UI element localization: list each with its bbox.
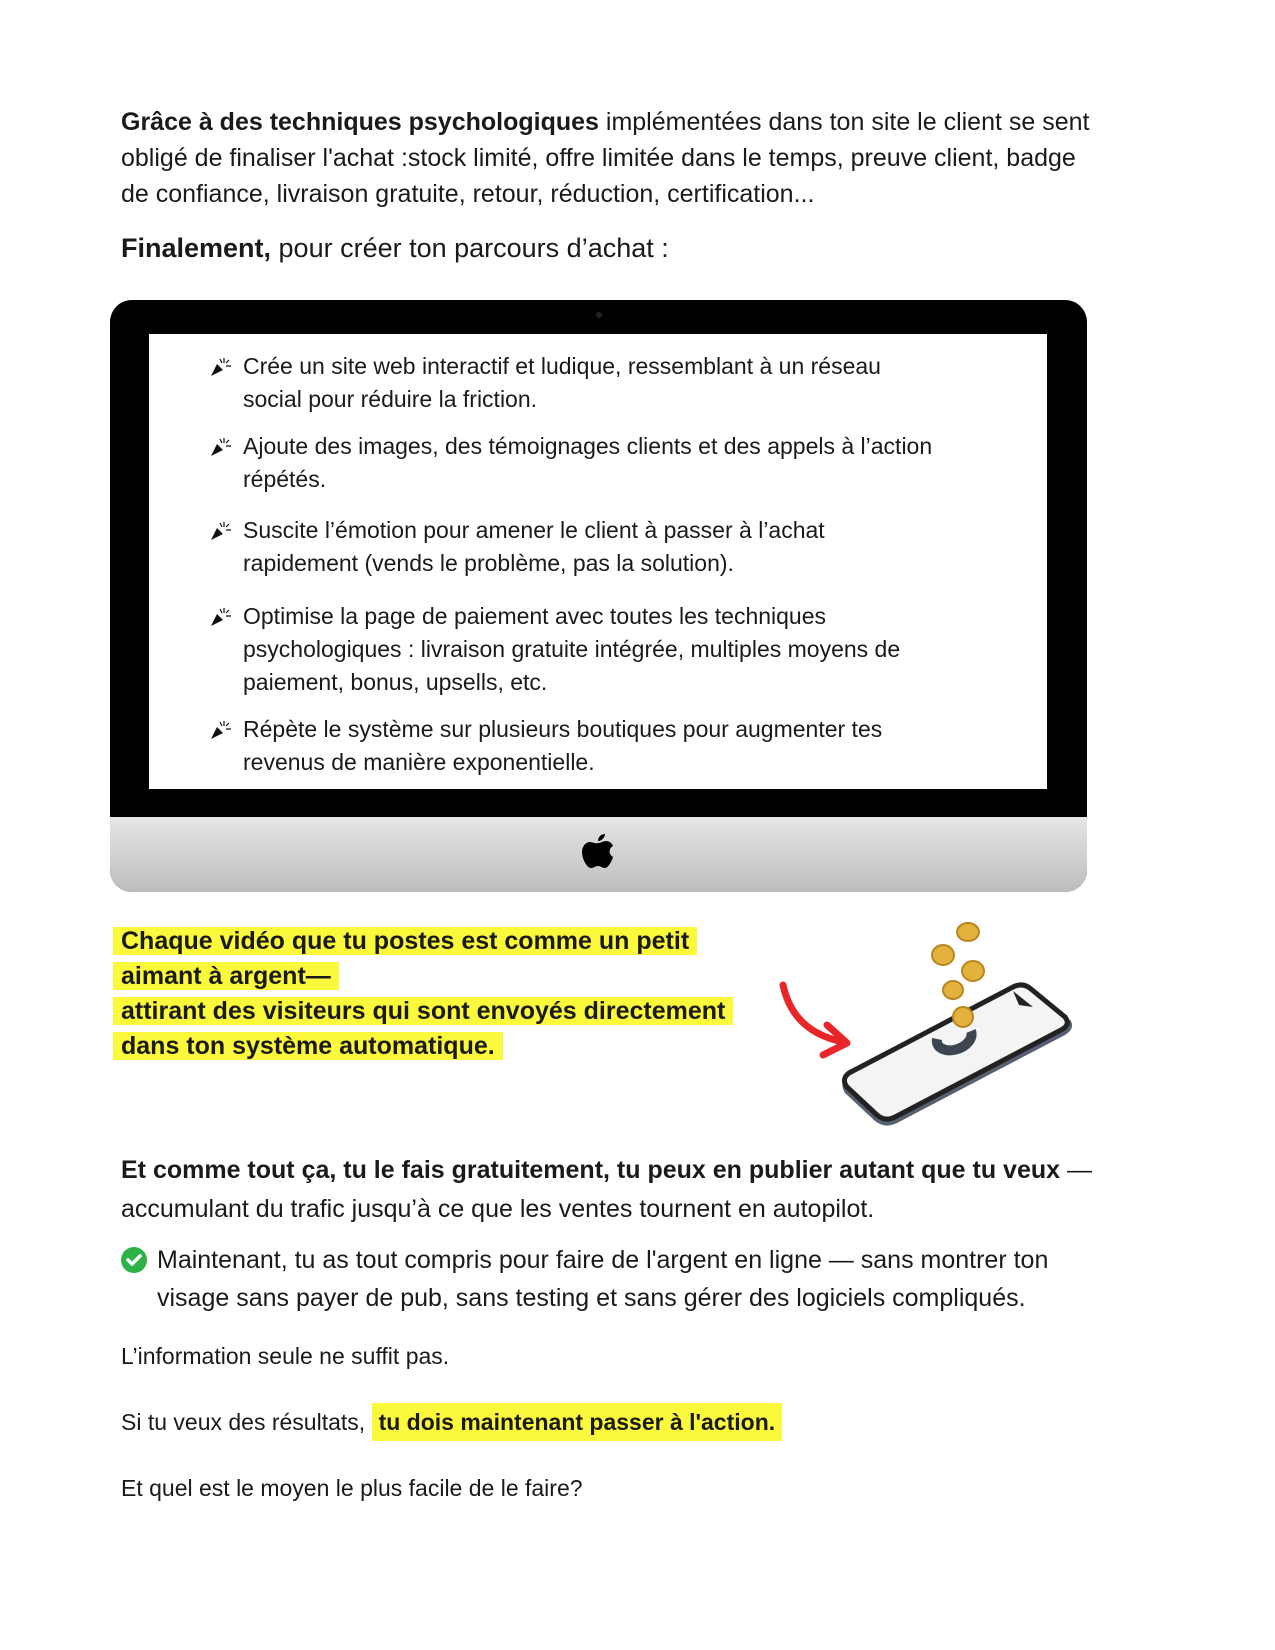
- imac-chin: [110, 817, 1087, 892]
- bullet-item: [209, 430, 969, 496]
- bullet-text: Crée un site web interactif et ludique, ressemblant à un réseau social pour réduire la friction.: [243, 353, 881, 412]
- info-text: L’information seule ne suffit pas.: [121, 1343, 450, 1369]
- intro-paragraph: [121, 104, 1101, 212]
- cursor-click-icon: [209, 606, 233, 628]
- highlight-line: attirant des visiteurs qui sont envoyés directement: [113, 997, 733, 1025]
- finalement-heading: [121, 230, 1101, 266]
- camera-dot: [596, 312, 602, 318]
- check-item: [121, 1241, 1101, 1317]
- phone-icon: [842, 985, 1072, 1126]
- bullet-item: [209, 514, 969, 580]
- bullet-item: [209, 713, 969, 779]
- callout-row: [0, 924, 1275, 1139]
- finalement-text: pour créer ton parcours d’achat :: [271, 233, 669, 263]
- highlight-callout: [113, 924, 773, 1064]
- bullet-text: Répète le système sur plusieurs boutiques pour augmenter tes revenus de manière exponentielle.: [243, 716, 883, 775]
- results-line: [121, 1407, 1101, 1437]
- intro-text: implémentées dans ton site le client se sent obligé de finaliser l'achat :stock limité, offre limitée dans le temps, preuve client, badge de confiance, livraison gratuite, retour, réduction, certification...: [121, 108, 1090, 208]
- phone-magnet-illustration: [775, 917, 1080, 1132]
- bullet-item: [209, 350, 969, 416]
- imac-illustration: [110, 300, 1087, 892]
- cursor-click-icon: [209, 520, 233, 542]
- check-text: Maintenant, tu as tout compris pour faire de l'argent en ligne — sans montrer ton visage sans payer de pub, sans testing et sans gérer des logiciels compliqués.: [157, 1246, 1049, 1312]
- bullet-text: Suscite l’émotion pour amener le client à passer à l’achat rapidement (vends le problème, pas la solution).: [243, 517, 825, 576]
- apple-logo-icon: [578, 830, 618, 874]
- bullet-text: Optimise la page de paiement avec toutes les techniques psychologiques : livraison gratuite intégrée, multiples moyens de paiement, bonus, upsells, etc.: [243, 603, 901, 695]
- bullet-list: [209, 350, 969, 779]
- imac-screen: [149, 334, 1047, 789]
- question-text: Et quel est le moyen le plus facile de le faire?: [121, 1475, 583, 1501]
- results-text: Si tu veux des résultats,: [121, 1409, 372, 1435]
- highlight-line: Chaque vidéo que tu postes est comme un petit aimant à argent—: [113, 927, 697, 990]
- cursor-click-icon: [209, 436, 233, 458]
- cursor-click-icon: [209, 719, 233, 741]
- free-text: — accumulant du trafic jusqu’à ce que les ventes tournent en autopilot.: [121, 1156, 1092, 1223]
- free-paragraph: [121, 1151, 1101, 1229]
- free-bold: Et comme tout ça, tu le fais gratuitement, tu peux en publier autant que tu veux: [121, 1156, 1061, 1184]
- highlight-line: dans ton système automatique.: [113, 1032, 503, 1060]
- cursor-click-icon: [209, 356, 233, 378]
- check-circle-icon: [121, 1247, 147, 1273]
- results-highlight: tu dois maintenant passer à l'action.: [372, 1403, 783, 1441]
- intro-bold: Grâce à des techniques psychologiques: [121, 108, 599, 136]
- bullet-text: Ajoute des images, des témoignages clients et des appels à l’action répétés.: [243, 433, 933, 492]
- bullet-item: [209, 600, 969, 699]
- finalement-bold: Finalement,: [121, 233, 272, 263]
- imac-bezel: [110, 789, 1087, 817]
